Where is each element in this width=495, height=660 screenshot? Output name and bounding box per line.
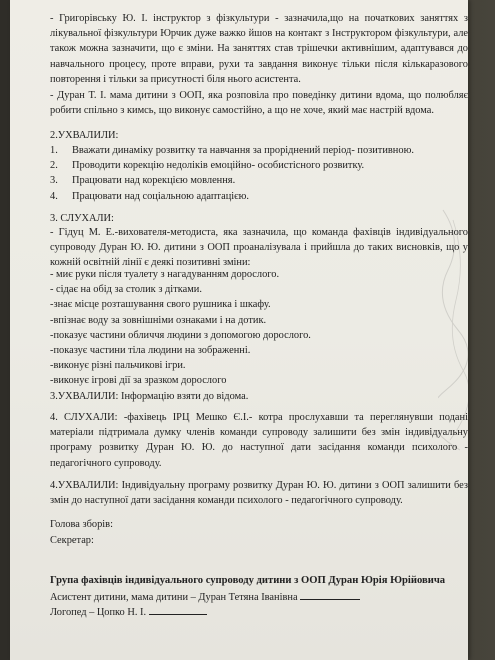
speech-therapist-line <box>50 604 468 620</box>
section-4-heard: 4. СЛУХАЛИ: -фахівець ІРЦ Мешко Є.І.- котра прослухавши та переглянувши подані матеріали підтримала думку членів команди супроводу залишити без змін індивідуальну програму розвитку Дуран Ю. Ю. до наступної дати засідання команди психолого - педагогічного супроводу. <box>50 412 468 469</box>
list-item: -виконує ігрові дії за зразком дорослого <box>50 375 227 387</box>
list-item: -виконує різні пальчикові ігри. <box>50 360 186 372</box>
paragraph-mother: - Дуран Т. І. мама дитини з ООП, яка розповіла про поведінку дитини вдома, що полюбляє робити спільно з кимсь, що виконує самостійно, а що не хоче, який має настрій вдома. <box>50 90 468 117</box>
signature-line <box>300 589 360 600</box>
list-item: 2. Проводити корекцію недоліків емоційно- особистісного розвитку. <box>50 160 365 172</box>
list-item: - сідає на обід за столик з дітками. <box>50 284 202 296</box>
list-item: 3. Працювати над корекцією мовлення. <box>50 175 236 187</box>
section-3-observations <box>50 267 468 389</box>
list-item: - миє руки після туалету з нагадуванням дорослого. <box>50 269 280 280</box>
list-item: -показує частини обличчя людини з допомогою дорослого. <box>50 329 311 341</box>
section-2-list <box>50 143 468 204</box>
list-item: -впізнає воду за зовнішніми ознаками і на дотик. <box>50 314 267 326</box>
section-3-resolution: 3.УХВАЛИЛИ: Інформацію взяти до відома. <box>50 391 249 402</box>
section-4-resolution: 4.УХВАЛИЛИ: Індивідуальну програму розвитку Дуран Ю. Ю. дитини з ООП залишити без змін до наступної дати засідання команди психолого - педагогічного супроводу. <box>50 480 468 507</box>
chair-signature-label: Голова зборів: <box>50 519 113 530</box>
speech-therapist-text: Логопед – Цопко Н. І. <box>50 607 147 618</box>
section-2-heading: 2.УХВАЛИЛИ: <box>50 130 119 141</box>
list-item: 4. Працювати над соціальною адаптацією. <box>50 190 249 202</box>
document-page <box>10 0 468 660</box>
section-3-heading: 3. СЛУХАЛИ: <box>50 213 114 224</box>
list-item: -показує частини тіла людини на зображенні. <box>50 345 251 357</box>
paragraph-instructor: - Григорівську Ю. І. інструктор з фізкультури - зазначила,що на початкових заняттях з лікувальної фізкультури Юрчик дуже важко йшов на контакт з Інструктором фізкультури, але також можна зазначити, що є зміни. На заняттях став трішечки активнішим, адаптувався до навчального процесу, проте вправи, рухи та завдання виконує тільки після кількаразового повторення і тільки за присутності біля нього асистента. <box>50 13 468 85</box>
list-item: 1. Вважати динаміку розвитку та навчання за проріднений період- позитивною. <box>50 145 414 156</box>
section-3-intro: - Гідуц М. Е.-вихователя-методиста, яка зазначила, що команда фахівців індивідуального супроводу Дуран Ю. Ю. дитини з ООП проаналізувала і прийшла до таких висновків, що у кожній освітній лінії є деякі позитивні зміни: <box>50 227 468 269</box>
group-title: Група фахівців індивідуального супроводу дитини з ООП Дуран Юрія Юрійовича <box>50 575 446 586</box>
list-item: -знає місце розташування свого рушника і шкафу. <box>50 299 271 311</box>
assistant-text: Асистент дитини, мама дитини – Дуран Тетяна Іванівна <box>50 592 298 603</box>
secretary-signature-label: Секретар: <box>50 535 94 546</box>
assistant-line <box>50 589 468 605</box>
signature-line <box>149 604 207 615</box>
